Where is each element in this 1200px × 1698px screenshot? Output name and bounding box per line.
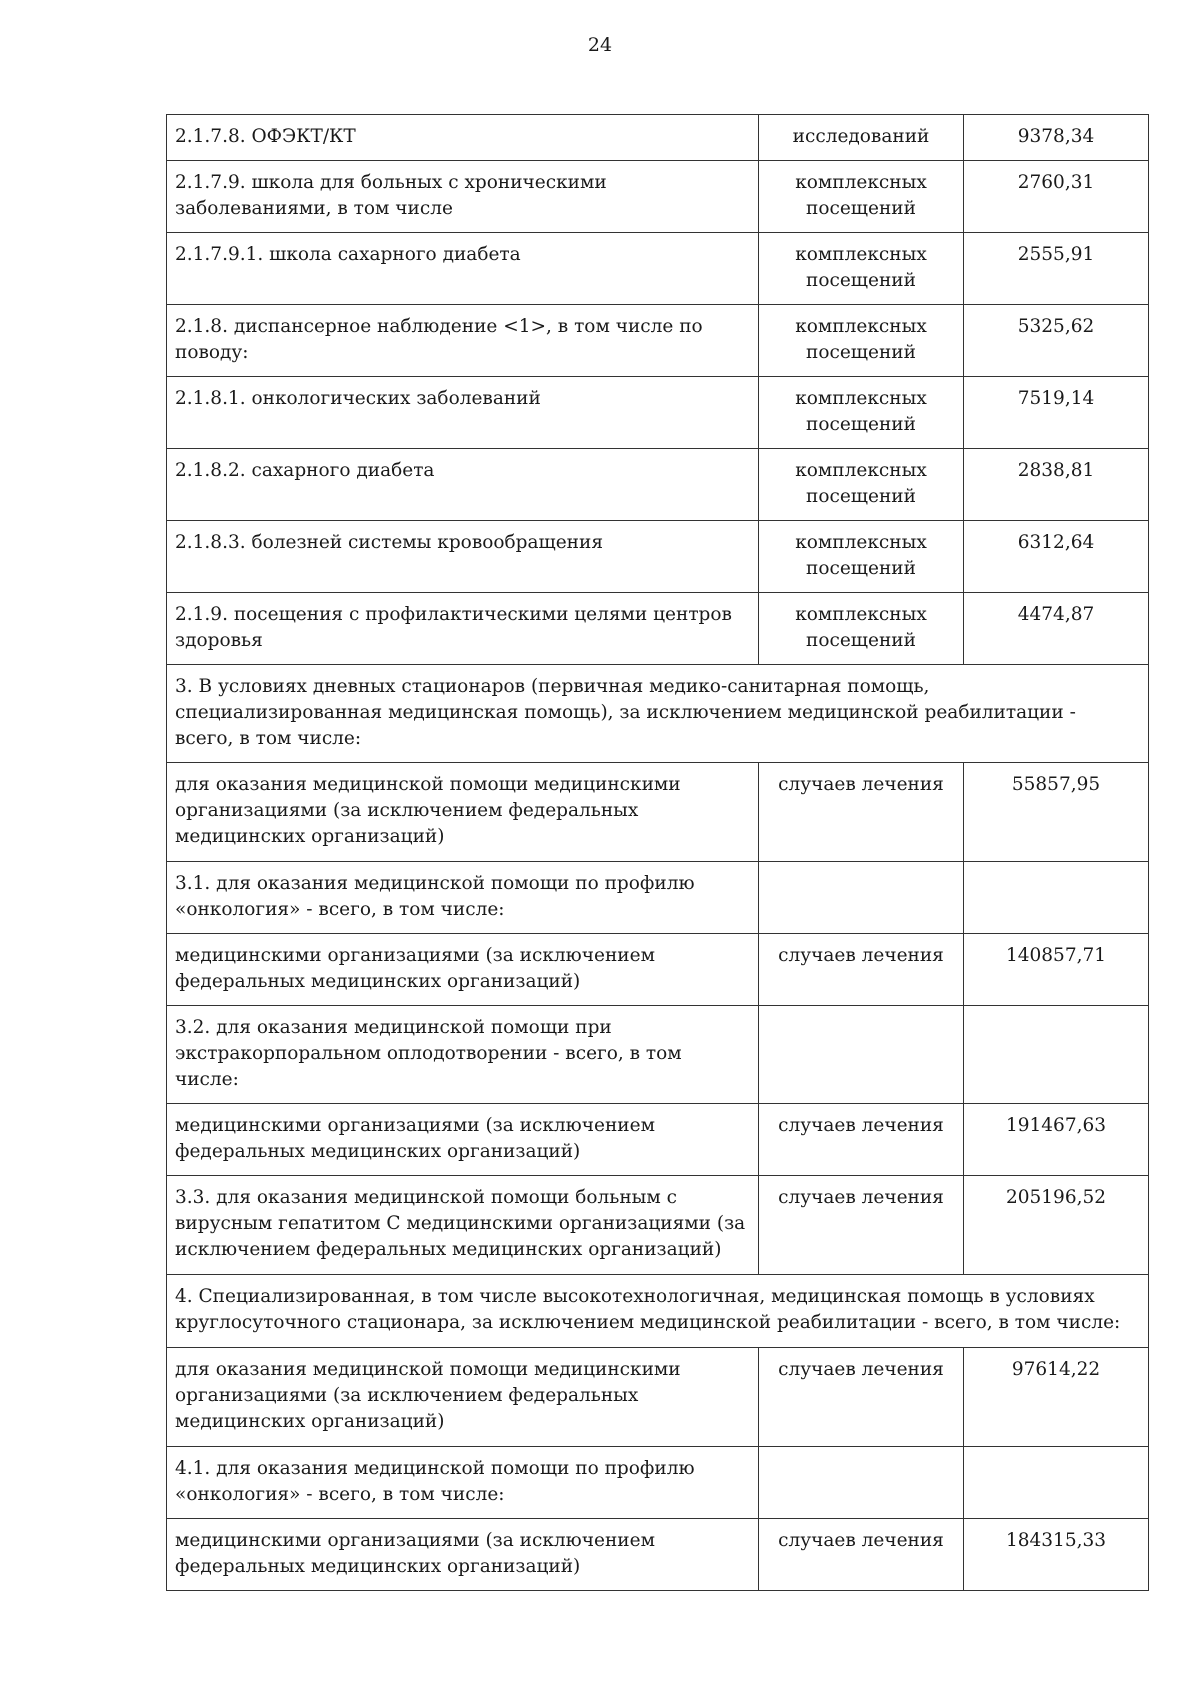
table-row [167, 449, 1149, 521]
row-name: 3.1. для оказания медицинской помощи по профилю «онкология» - всего, в том числе: [167, 862, 759, 934]
row-name: 4.1. для оказания медицинской помощи по профилю «онкология» - всего, в том числе: [167, 1447, 759, 1519]
table-row [167, 1104, 1149, 1176]
row-value: 2760,31 [964, 161, 1149, 233]
row-unit: комплексных посещений [759, 449, 964, 521]
row-unit: комплексных посещений [759, 161, 964, 233]
row-value: 5325,62 [964, 305, 1149, 377]
row-value: 4474,87 [964, 593, 1149, 665]
row-unit: случаев лечения [759, 1176, 964, 1275]
row-name: медицинскими организациями (за исключением федеральных медицинских организаций) [167, 1519, 759, 1591]
row-value: 7519,14 [964, 377, 1149, 449]
row-unit: комплексных посещений [759, 377, 964, 449]
table-row [167, 934, 1149, 1006]
table-row [167, 1006, 1149, 1104]
row-name: 2.1.9. посещения с профилактическими целями центров здоровья [167, 593, 759, 665]
table-row [167, 305, 1149, 377]
row-unit [759, 1447, 964, 1519]
row-name: 2.1.7.9.1. школа сахарного диабета [167, 233, 759, 305]
row-name: 2.1.7.8. ОФЭКТ/КТ [167, 115, 759, 161]
row-unit: исследований [759, 115, 964, 161]
row-name: 2.1.8.2. сахарного диабета [167, 449, 759, 521]
row-value: 191467,63 [964, 1104, 1149, 1176]
row-name: медицинскими организациями (за исключением федеральных медицинских организаций) [167, 1104, 759, 1176]
row-unit: комплексных посещений [759, 521, 964, 593]
table-row [167, 763, 1149, 862]
row-value: 2838,81 [964, 449, 1149, 521]
table-row [167, 115, 1149, 161]
row-unit: случаев лечения [759, 1104, 964, 1176]
section-row [167, 665, 1149, 763]
row-name: 2.1.8. диспансерное наблюдение <1>, в том числе по поводу: [167, 305, 759, 377]
row-unit: комплексных посещений [759, 305, 964, 377]
row-value: 2555,91 [964, 233, 1149, 305]
row-unit: случаев лечения [759, 763, 964, 862]
table-row [167, 1519, 1149, 1591]
row-name: для оказания медицинской помощи медицинскими организациями (за исключением федеральных медицинских организаций) [167, 1348, 759, 1447]
table-row [167, 862, 1149, 934]
row-name: 3.2. для оказания медицинской помощи при экстракорпоральном оплодотворении - всего, в том числе: [167, 1006, 759, 1104]
table-row [167, 521, 1149, 593]
section-heading: 3. В условиях дневных стационаров (первичная медико-санитарная помощь, специализированная медицинская помощь), за исключением медицинской реабилитации - всего, в том числе: [167, 665, 1149, 763]
section-row [167, 1275, 1149, 1348]
section-heading: 4. Специализированная, в том числе высокотехнологичная, медицинская помощь в условиях круглосуточного стационара, за исключением медицинской реабилитации - всего, в том числе: [167, 1275, 1149, 1348]
page-number: 24 [587, 34, 613, 56]
row-value: 55857,95 [964, 763, 1149, 862]
row-value: 205196,52 [964, 1176, 1149, 1275]
table-row [167, 377, 1149, 449]
table-row [167, 233, 1149, 305]
row-unit [759, 862, 964, 934]
row-unit: комплексных посещений [759, 233, 964, 305]
row-name: медицинскими организациями (за исключением федеральных медицинских организаций) [167, 934, 759, 1006]
row-unit: комплексных посещений [759, 593, 964, 665]
row-value: 9378,34 [964, 115, 1149, 161]
row-name: 2.1.8.3. болезней системы кровообращения [167, 521, 759, 593]
row-name: для оказания медицинской помощи медицинскими организациями (за исключением федеральных медицинских организаций) [167, 763, 759, 862]
row-value [964, 862, 1149, 934]
row-name: 3.3. для оказания медицинской помощи больным с вирусным гепатитом С медицинскими организациями (за исключением федеральных медицинских организаций) [167, 1176, 759, 1275]
row-name: 2.1.7.9. школа для больных с хроническими заболеваниями, в том числе [167, 161, 759, 233]
tariff-table [166, 114, 1149, 1591]
row-value: 97614,22 [964, 1348, 1149, 1447]
row-unit: случаев лечения [759, 1519, 964, 1591]
table-row [167, 1176, 1149, 1275]
row-unit: случаев лечения [759, 934, 964, 1006]
row-value [964, 1447, 1149, 1519]
table-row [167, 593, 1149, 665]
table-row [167, 1447, 1149, 1519]
row-unit [759, 1006, 964, 1104]
row-value: 6312,64 [964, 521, 1149, 593]
row-value [964, 1006, 1149, 1104]
row-value: 184315,33 [964, 1519, 1149, 1591]
table-row [167, 161, 1149, 233]
row-name: 2.1.8.1. онкологических заболеваний [167, 377, 759, 449]
table-row [167, 1348, 1149, 1447]
row-unit: случаев лечения [759, 1348, 964, 1447]
row-value: 140857,71 [964, 934, 1149, 1006]
